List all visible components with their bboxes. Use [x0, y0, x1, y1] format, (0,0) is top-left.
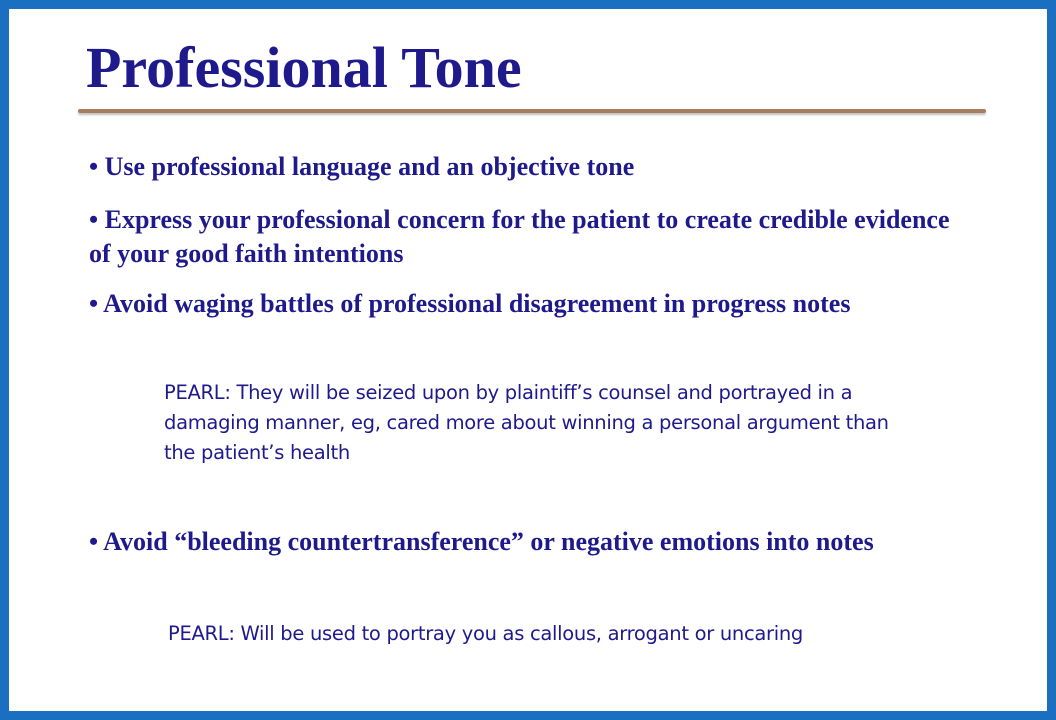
bullet-professional-language: • Use professional language and an objective tone: [89, 152, 635, 181]
pearl-note-callous: PEARL: Will be used to portray you as callous, arrogant or uncaring: [168, 622, 803, 645]
pearl-note-plaintiff: PEARL: They will be seized upon by plaintiff’s counsel and portrayed in a damaging manner, eg, cared more about winning a personal argument than the patient’s health: [164, 381, 889, 464]
bullet-avoid-battles: • Avoid waging battles of professional disagreement in progress notes: [89, 289, 851, 318]
bullet-express-concern: • Express your professional concern for the patient to create credible evidence of your good faith intentions: [89, 205, 950, 268]
slide-title: Professional Tone: [86, 35, 522, 100]
bullet-avoid-countertransference: • Avoid “bleeding countertransference” or negative emotions into notes: [89, 527, 874, 556]
title-underline: [78, 109, 986, 113]
